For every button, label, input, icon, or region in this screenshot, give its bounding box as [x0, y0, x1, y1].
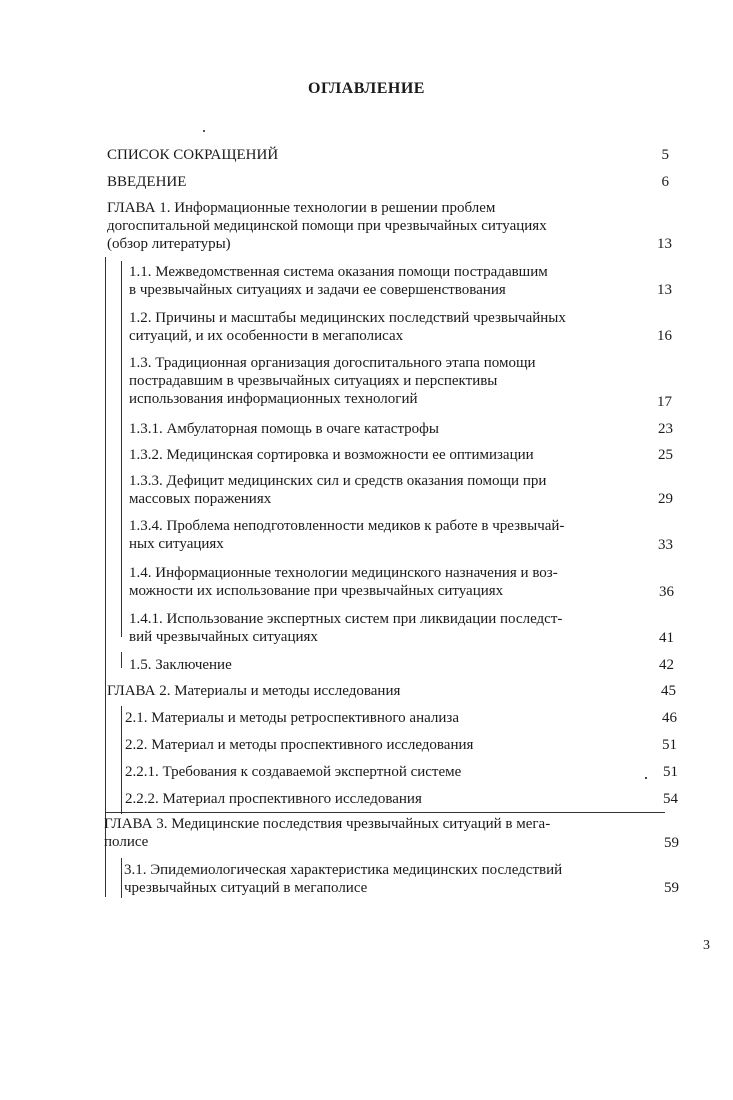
toc-page-number: 33	[658, 537, 673, 553]
table-border-left	[105, 257, 106, 897]
table-border-inner	[121, 706, 122, 814]
toc-entry	[129, 564, 558, 600]
toc-entry	[129, 309, 566, 345]
toc-page-number: 36	[659, 584, 674, 600]
toc-page-number: 51	[662, 737, 677, 753]
scan-speck	[203, 130, 205, 132]
toc-entry-text: 2.1. Материалы и методы ретроспективного анализа	[125, 710, 460, 726]
toc-entry	[124, 861, 562, 897]
toc-entry-text: 2.2.2. Материал проспективного исследования	[125, 791, 422, 807]
toc-entry-text: 1.5. Заключение	[129, 657, 232, 673]
toc-entry-text: 2.2.1. Требования к создаваемой экспертной системе	[125, 764, 462, 780]
table-border-inner	[121, 858, 122, 898]
toc-entry-text: 1.3.4. Проблема неподготовленности медиков к работе в чрезвычай- ных ситуациях	[129, 518, 565, 552]
toc-entry-text: 1.1. Межведомственная система оказания помощи пострадавшим в чрезвычайных ситуациях и задачи ее совершенствования	[129, 264, 548, 298]
toc-entry	[129, 446, 534, 464]
toc-entry-text: ВВЕДЕНИЕ	[107, 174, 187, 190]
toc-entry	[125, 736, 473, 754]
toc-page-number: 29	[658, 491, 673, 507]
toc-entry-text: ГЛАВА 1. Информационные технологии в решении проблем догоспитальной медицинской помощи при чрезвычайных ситуациях (обзор литературы)	[107, 200, 547, 252]
toc-page-number: 5	[661, 147, 669, 163]
toc-entry-text: 1.4.1. Использование экспертных систем при ликвидации последст- вий чрезвычайных ситуациях	[129, 611, 563, 645]
toc-entry	[129, 656, 232, 674]
table-rule	[105, 812, 665, 813]
toc-entry-text: ГЛАВА 2. Материалы и методы исследования	[107, 683, 401, 699]
toc-entry-text: 1.3.1. Амбулаторная помощь в очаге катастрофы	[129, 421, 439, 437]
page-number: 3	[703, 938, 710, 953]
toc-entry	[107, 173, 186, 191]
page-title: ОГЛАВЛЕНИЕ	[308, 80, 425, 97]
toc-entry-text: ГЛАВА 3. Медицинские последствия чрезвычайных ситуаций в мега- полисе	[104, 816, 551, 850]
toc-entry	[125, 790, 422, 808]
toc-page-number: 6	[661, 174, 669, 190]
toc-entry	[129, 472, 546, 508]
toc-entry	[129, 420, 439, 438]
toc-page-number: 23	[658, 421, 673, 437]
toc-entry	[129, 517, 564, 553]
toc-page-number: 13	[657, 236, 672, 252]
table-border-inner	[121, 652, 122, 668]
toc-entry-text: 1.4. Информационные технологии медицинского назначения и воз- можности их использование при чрезвычайных ситуациях	[129, 565, 558, 599]
toc-entry	[129, 354, 536, 408]
toc-entry	[129, 263, 548, 299]
toc-page-number: 25	[658, 447, 673, 463]
toc-page-number: 42	[659, 657, 674, 673]
toc-page-number: 17	[657, 394, 672, 410]
toc-entry-text: 1.3.2. Медицинская сортировка и возможности ее оптимизации	[129, 447, 534, 463]
toc-entry-text: 1.2. Причины и масштабы медицинских последствий чрезвычайных ситуаций, и их особенности в мегаполисах	[129, 310, 566, 344]
toc-page-number: 59	[664, 880, 679, 896]
toc-entry-text: 2.2. Материал и методы проспективного исследования	[125, 737, 474, 753]
toc-entry	[125, 709, 459, 727]
toc-page-number: 51	[663, 764, 678, 780]
toc-entry-text: 1.3.3. Дефицит медицинских сил и средств оказания помощи при массовых поражениях	[129, 473, 547, 507]
toc-page-number: 54	[663, 791, 678, 807]
toc-page-number: 16	[657, 328, 672, 344]
toc-page-number: 45	[661, 683, 676, 699]
toc-entry-text: 3.1. Эпидемиологическая характеристика медицинских последствий чрезвычайных ситуаций в мегаполисе	[124, 862, 563, 896]
toc-entry-text: 1.3. Традиционная организация догоспитального этапа помощи пострадавшим в чрезвычайных ситуациях и перспективы использования информационных технологий	[129, 355, 536, 407]
toc-entry	[107, 146, 278, 164]
toc-entry	[107, 199, 547, 253]
toc-page-number: 59	[664, 835, 679, 851]
toc-entry	[104, 815, 550, 851]
toc-page-number: 41	[659, 630, 674, 646]
table-border-inner	[121, 261, 122, 637]
toc-entry	[107, 682, 400, 700]
toc-entry-text: СПИСОК СОКРАЩЕНИЙ	[107, 147, 279, 163]
toc-entry	[125, 763, 461, 781]
toc-entry	[129, 610, 562, 646]
toc-page-number: 13	[657, 282, 672, 298]
toc-page-number: 46	[662, 710, 677, 726]
